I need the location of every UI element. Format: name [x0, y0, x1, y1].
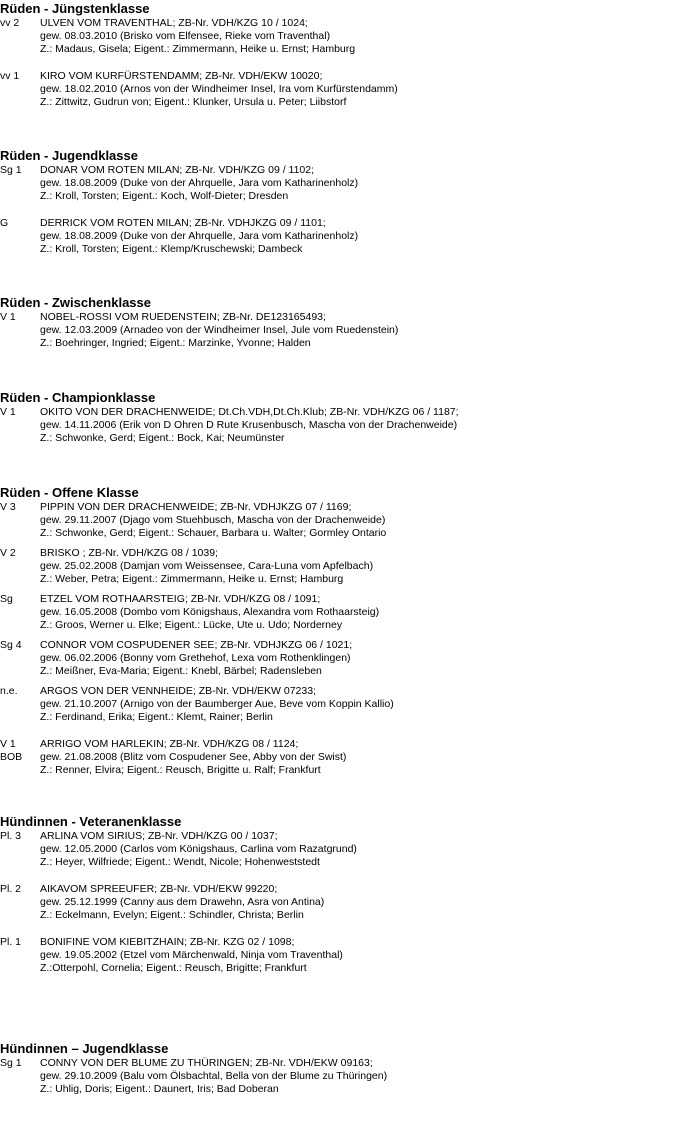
birth-parentage: gew. 29.11.2007 (Djago vom Stuehbusch, Mascha von der Drachenweide): [40, 514, 386, 526]
breeder-owner: Z.: Eckelmann, Evelyn; Eigent.: Schindler, Christa; Berlin: [40, 909, 304, 921]
birth-parentage: gew. 12.05.2000 (Carlos vom Königshaus, Carlina vom Razatgrund): [40, 843, 357, 855]
dog-entry: [0, 639, 700, 680]
birth-parentage: gew. 12.03.2009 (Arnadeo von der Windheimer Insel, Jule vom Ruedenstein): [40, 324, 399, 336]
grade-label: Sg 4: [0, 639, 22, 651]
breeder-owner: Z.: Uhlig, Doris; Eigent.: Daunert, Iris; Bad Doberan: [40, 1083, 279, 1095]
grade-label: V 1: [0, 406, 16, 418]
birth-parentage: gew. 19.05.2002 (Etzel vom Märchenwald, Ninja vom Traventhal): [40, 949, 343, 961]
dog-entry: [0, 738, 700, 779]
birth-parentage: gew. 21.08.2008 (Blitz vom Cospudener See, Abby von der Swist): [40, 751, 347, 763]
dog-name-registration: PIPPIN VON DER DRACHENWEIDE; ZB-Nr. VDHJKZG 07 / 1169;: [40, 501, 352, 513]
class-section: [0, 295, 700, 349]
dog-entry: [0, 217, 700, 258]
birth-parentage: gew. 29.10.2009 (Balu vom Ölsbachtal, Bella von der Blume zu Thüringen): [40, 1070, 388, 1082]
dog-entry: [0, 406, 700, 447]
dog-entry: [0, 501, 700, 542]
dog-name-registration: ETZEL VOM ROTHAARSTEIG; ZB-Nr. VDH/KZG 08 / 1091;: [40, 593, 321, 605]
dog-entry: [0, 1057, 700, 1098]
breeder-owner: Z.:Otterpohl, Cornelia; Eigent.: Reusch, Brigitte; Frankfurt: [40, 962, 307, 974]
breeder-owner: Z.: Boehringer, Ingried; Eigent.: Marzinke, Yvonne; Halden: [40, 337, 311, 349]
grade-label: Pl. 2: [0, 883, 22, 895]
class-section: [0, 1, 700, 108]
birth-parentage: gew. 16.05.2008 (Dombo vom Königshaus, Alexandra vom Rothaarsteig): [40, 606, 380, 618]
breeder-owner: Z.: Madaus, Gisela; Eigent.: Zimmermann, Heike u. Ernst; Hamburg: [40, 43, 356, 55]
dog-entry: [0, 164, 700, 205]
dog-name-registration: DERRICK VOM ROTEN MILAN; ZB-Nr. VDHJKZG 09 / 1101;: [40, 217, 326, 229]
dog-name-registration: ARGOS VON DER VENNHEIDE; ZB-Nr. VDH/EKW 07233;: [40, 685, 316, 697]
breeder-owner: Z.: Groos, Werner u. Elke; Eigent.: Lücke, Ute u. Udo; Norderney: [40, 619, 343, 631]
breeder-owner: Z.: Weber, Petra; Eigent.: Zimmermann, Heike u. Ernst; Hamburg: [40, 573, 344, 585]
breeder-owner: Z.: Heyer, Wilfriede; Eigent.: Wendt, Nicole; Hohenweststedt: [40, 856, 320, 868]
grade-label: Sg 1: [0, 1057, 22, 1069]
dog-name-registration: NOBEL-ROSSI VOM RUEDENSTEIN; ZB-Nr. DE123165493;: [40, 311, 326, 323]
grade-label: V 1: [0, 311, 16, 323]
breeder-owner: Z.: Renner, Elvira; Eigent.: Reusch, Brigitte u. Ralf; Frankfurt: [40, 764, 321, 776]
grade-label: vv 2: [0, 17, 20, 29]
breeder-owner: Z.: Kroll, Torsten; Eigent.: Koch, Wolf-Dieter; Dresden: [40, 190, 289, 202]
class-section: [0, 485, 700, 776]
section-title: Rüden - Championklasse: [0, 390, 156, 405]
dog-name-registration: OKITO VON DER DRACHENWEIDE; Dt.Ch.VDH,Dt.Ch.Klub; ZB-Nr. VDH/KZG 06 / 1187;: [40, 406, 459, 418]
grade-label: V 1 BOB: [0, 738, 23, 763]
grade-label: G: [0, 217, 9, 229]
dog-entry: [0, 593, 700, 634]
section-title: Rüden - Jüngstenklasse: [0, 1, 150, 16]
grade-label: V 3: [0, 501, 16, 513]
breeder-owner: Z.: Schwonke, Gerd; Eigent.: Bock, Kai; Neumünster: [40, 432, 285, 444]
breeder-owner: Z.: Meißner, Eva-Maria; Eigent.: Knebl, Bärbel; Radensleben: [40, 665, 322, 677]
birth-parentage: gew. 08.03.2010 (Brisko vom Elfensee, Rieke vom Traventhal): [40, 30, 331, 42]
dog-name-registration: DONAR VOM ROTEN MILAN; ZB-Nr. VDH/KZG 09 / 1102;: [40, 164, 315, 176]
birth-parentage: gew. 06.02.2006 (Bonny vom Grethehof, Lexa vom Rothenklingen): [40, 652, 351, 664]
section-title: Hündinnen - Veteranenklasse: [0, 814, 182, 829]
dog-name-registration: ARRIGO VOM HARLEKIN; ZB-Nr. VDH/KZG 08 / 1124;: [40, 738, 299, 750]
grade-label: vv 1: [0, 70, 20, 82]
breeder-owner: Z.: Zittwitz, Gudrun von; Eigent.: Klunker, Ursula u. Peter; Liibstorf: [40, 96, 347, 108]
breeder-owner: Z.: Kroll, Torsten; Eigent.: Klemp/Kruschewski; Dambeck: [40, 243, 303, 255]
section-title: Rüden - Offene Klasse: [0, 485, 139, 500]
dog-name-registration: AIKAVOM SPREEUFER; ZB-Nr. VDH/EKW 99220;: [40, 883, 278, 895]
dog-name-registration: BRISKO ; ZB-Nr. VDH/KZG 08 / 1039;: [40, 547, 218, 559]
dog-name-registration: BONIFINE VOM KIEBITZHAIN; ZB-Nr. KZG 02 / 1098;: [40, 936, 295, 948]
dog-entry: [0, 311, 700, 352]
dog-entry: [0, 17, 700, 58]
birth-parentage: gew. 18.02.2010 (Arnos von der Windheimer Insel, Ira vom Kurfürstendamm): [40, 83, 398, 95]
breeder-owner: Z.: Schwonke, Gerd; Eigent.: Schauer, Barbara u. Walter; Gormley Ontario: [40, 527, 387, 539]
grade-label: V 2: [0, 547, 16, 559]
grade-label: Sg 1: [0, 164, 22, 176]
birth-parentage: gew. 18.08.2009 (Duke von der Ahrquelle, Jara vom Katharinenholz): [40, 177, 359, 189]
dog-name-registration: ULVEN VOM TRAVENTHAL; ZB-Nr. VDH/KZG 10 / 1024;: [40, 17, 308, 29]
grade-label: Pl. 3: [0, 830, 22, 842]
class-section: [0, 1041, 700, 1095]
grade-label: Sg: [0, 593, 13, 605]
dog-entry: [0, 830, 700, 871]
birth-parentage: gew. 21.10.2007 (Arnigo von der Baumberger Aue, Beve vom Koppin Kallio): [40, 698, 394, 710]
dog-name-registration: ARLINA VOM SIRIUS; ZB-Nr. VDH/KZG 00 / 1037;: [40, 830, 278, 842]
dog-entry: [0, 70, 700, 111]
section-title: Rüden - Jugendklasse: [0, 148, 138, 163]
class-section: [0, 814, 700, 974]
dog-entry: [0, 883, 700, 924]
section-title: Rüden - Zwischenklasse: [0, 295, 151, 310]
dog-name-registration: CONNY VON DER BLUME ZU THÜRINGEN; ZB-Nr. VDH/EKW 09163;: [40, 1057, 373, 1069]
birth-parentage: gew. 25.12.1999 (Canny aus dem Drawehn, Asra von Antina): [40, 896, 325, 908]
section-title: Hündinnen – Jugendklasse: [0, 1041, 169, 1056]
grade-label: Pl. 1: [0, 936, 22, 948]
dog-name-registration: CONNOR VOM COSPUDENER SEE; ZB-Nr. VDHJKZG 06 / 1021;: [40, 639, 353, 651]
class-section: [0, 148, 700, 255]
class-section: [0, 390, 700, 444]
dog-entry: [0, 547, 700, 588]
breeder-owner: Z.: Ferdinand, Erika; Eigent.: Klemt, Rainer; Berlin: [40, 711, 273, 723]
grade-label: n.e.: [0, 685, 18, 697]
birth-parentage: gew. 14.11.2006 (Erik von D Ohren D Rute Krusenbusch, Mascha von der Drachenweide): [40, 419, 458, 431]
dog-entry: [0, 685, 700, 726]
birth-parentage: gew. 18.08.2009 (Duke von der Ahrquelle, Jara vom Katharinenholz): [40, 230, 359, 242]
dog-entry: [0, 936, 700, 977]
birth-parentage: gew. 25.02.2008 (Damjan vom Weissensee, Cara-Luna vom Apfelbach): [40, 560, 374, 572]
dog-name-registration: KIRO VOM KURFÜRSTENDAMM; ZB-Nr. VDH/EKW 10020;: [40, 70, 323, 82]
